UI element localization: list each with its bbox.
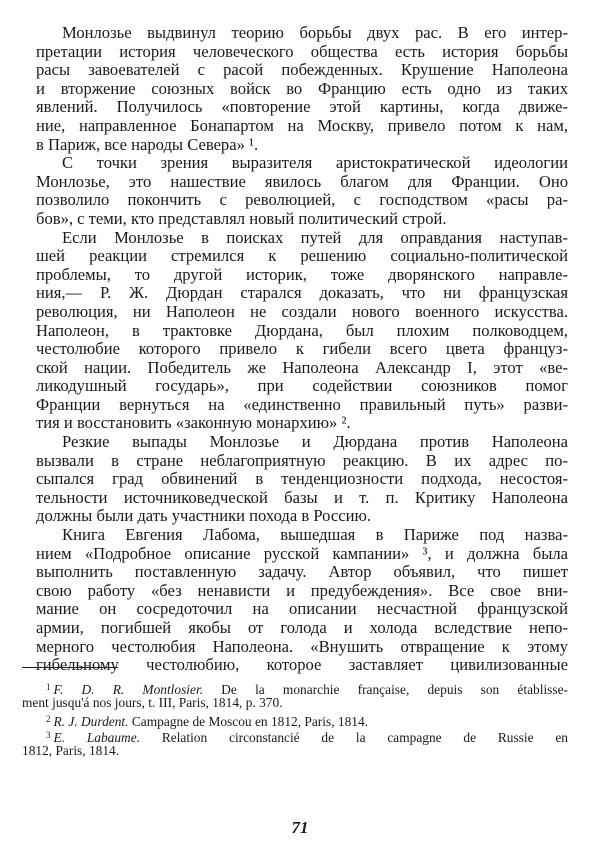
text-line: претации история человеческого общества есть история борьбы (36, 41, 568, 61)
text-line: бов», с теми, кто представлял новый политический строй. (36, 208, 447, 228)
body-text (36, 24, 568, 675)
footnote (22, 679, 568, 711)
footnotes (22, 679, 568, 759)
text-line: проблемы, то другой историк, тоже дворянского направле- (36, 264, 568, 284)
paragraph (36, 229, 568, 434)
footnote-number: 3 (46, 730, 51, 740)
text-line: Если Монлозье в поисках путей для оправдания наступав- (62, 227, 568, 247)
page-number: 71 (291, 818, 309, 837)
footnote-author: F. D. R. Montlosier. (53, 682, 204, 697)
footnote (22, 727, 568, 759)
text-line: тельности источниковедческой базы и т. п. Критику Наполеона (36, 487, 568, 507)
footnote-line (22, 727, 568, 743)
text-line: Наполеон, в трактовке Дюрдана, был плохим полководцем, (36, 320, 568, 340)
footnote-line (22, 711, 568, 727)
text-line: армии, погибшей якобы от голода и холода вследствие непо- (36, 618, 568, 637)
text-line: Книга Евгения Лабома, вышедшая в Париже под назва- (62, 525, 568, 545)
text-line: шей реакции стремился к решению социально-политической (36, 246, 568, 266)
text-line: Монлозье, это нашествие явилось благом для Франции. Оно (36, 171, 568, 191)
text-line: сыпался град обвинений в тенденциозности подхода, несостоя- (36, 469, 568, 489)
footnote-author: R. J. Durdent. (53, 714, 129, 729)
paragraph (36, 154, 568, 228)
text-line: мерного честолюбия Наполеона. «Внушить отвращение к этому (36, 636, 568, 656)
text-line: ской нации. Победитель же Наполеона Александр I, этот «ве- (36, 357, 568, 377)
footnote-text: Campagne de Moscou en 1812, Paris, 1814. (131, 714, 369, 729)
footnote-line: 1812, Paris, 1814. (22, 743, 120, 758)
text-line: ния,— Р. Ж. Дюрдан старался доказать, что ни французская (36, 283, 568, 303)
footnote-text: Relation circonstancié de la campagne de Russie en (161, 730, 568, 745)
text-line: ликодушный государь», при содействии союзников помог (36, 376, 568, 396)
text-line: Резкие выпады Монлозье и Дюрдана против Наполеона (62, 432, 568, 452)
text-line: революция, ни Наполеон не создали нового военного искусства. (36, 301, 568, 321)
footnote (22, 711, 568, 727)
text-line: С точки зрения выразителя аристократической идеологии (62, 153, 568, 173)
text-line: в Париж, все народы Севера» ¹. (36, 134, 259, 154)
text-line: честолюбие которого привело к гибели всего цвета француз- (36, 339, 568, 359)
text-line: расы завоевателей с расой побежденных. Крушение Наполеона (36, 60, 568, 80)
footnote-number: 1 (46, 682, 51, 692)
text-line: Монлозье выдвинул теорию борьбы двух рас. В его интер- (62, 23, 568, 42)
footnote-number: 2 (46, 714, 51, 724)
footnote-author: E. Labaume. (53, 730, 141, 745)
text-line: и вторжение союзных войск во Францию есть одно из таких (36, 78, 568, 98)
footnote-separator (22, 667, 118, 668)
text-line: Франции вернуться на «единственно правильный путь» разви- (36, 394, 568, 414)
text-line: выполнить поставленную задачу. Автор объявил, что пишет (36, 562, 568, 582)
text-line: ние, направленное Бонапартом на Москву, привело потом к нам, (36, 115, 568, 135)
text-line: гибельному честолюбию, которое заставляет цивилизованные (36, 655, 568, 675)
paragraph (36, 526, 568, 675)
paragraph (36, 24, 568, 154)
paragraph (36, 433, 568, 526)
text-line: мание он сосредоточил на описании несчастной французской (36, 599, 568, 619)
text-line: вызвали в стране неблагоприятную реакцию. В их адрес по- (36, 450, 568, 470)
footnote-line: ment jusqu'á nos jours, t. III, Paris, 1814, p. 370. (22, 695, 283, 710)
text-line: позволило покончить с революцией, с господством «расы ра- (36, 190, 568, 210)
text-line: явлений. Получилось «повторение этой картины, когда движе- (36, 97, 568, 117)
text-line: тия и восстановить «законную монархию» ². (36, 413, 351, 433)
footnote-text: De la monarchie française, depuis son établisse- (221, 682, 568, 697)
footnote-line (22, 679, 568, 695)
text-line: свою работу «без ненависти и предубеждения». Все свое вни- (36, 580, 568, 600)
text-line: нием «Подробное описание русской кампании» ³, и должна была (36, 543, 568, 563)
text-line: должны были дать участники похода в Россию. (36, 506, 372, 526)
